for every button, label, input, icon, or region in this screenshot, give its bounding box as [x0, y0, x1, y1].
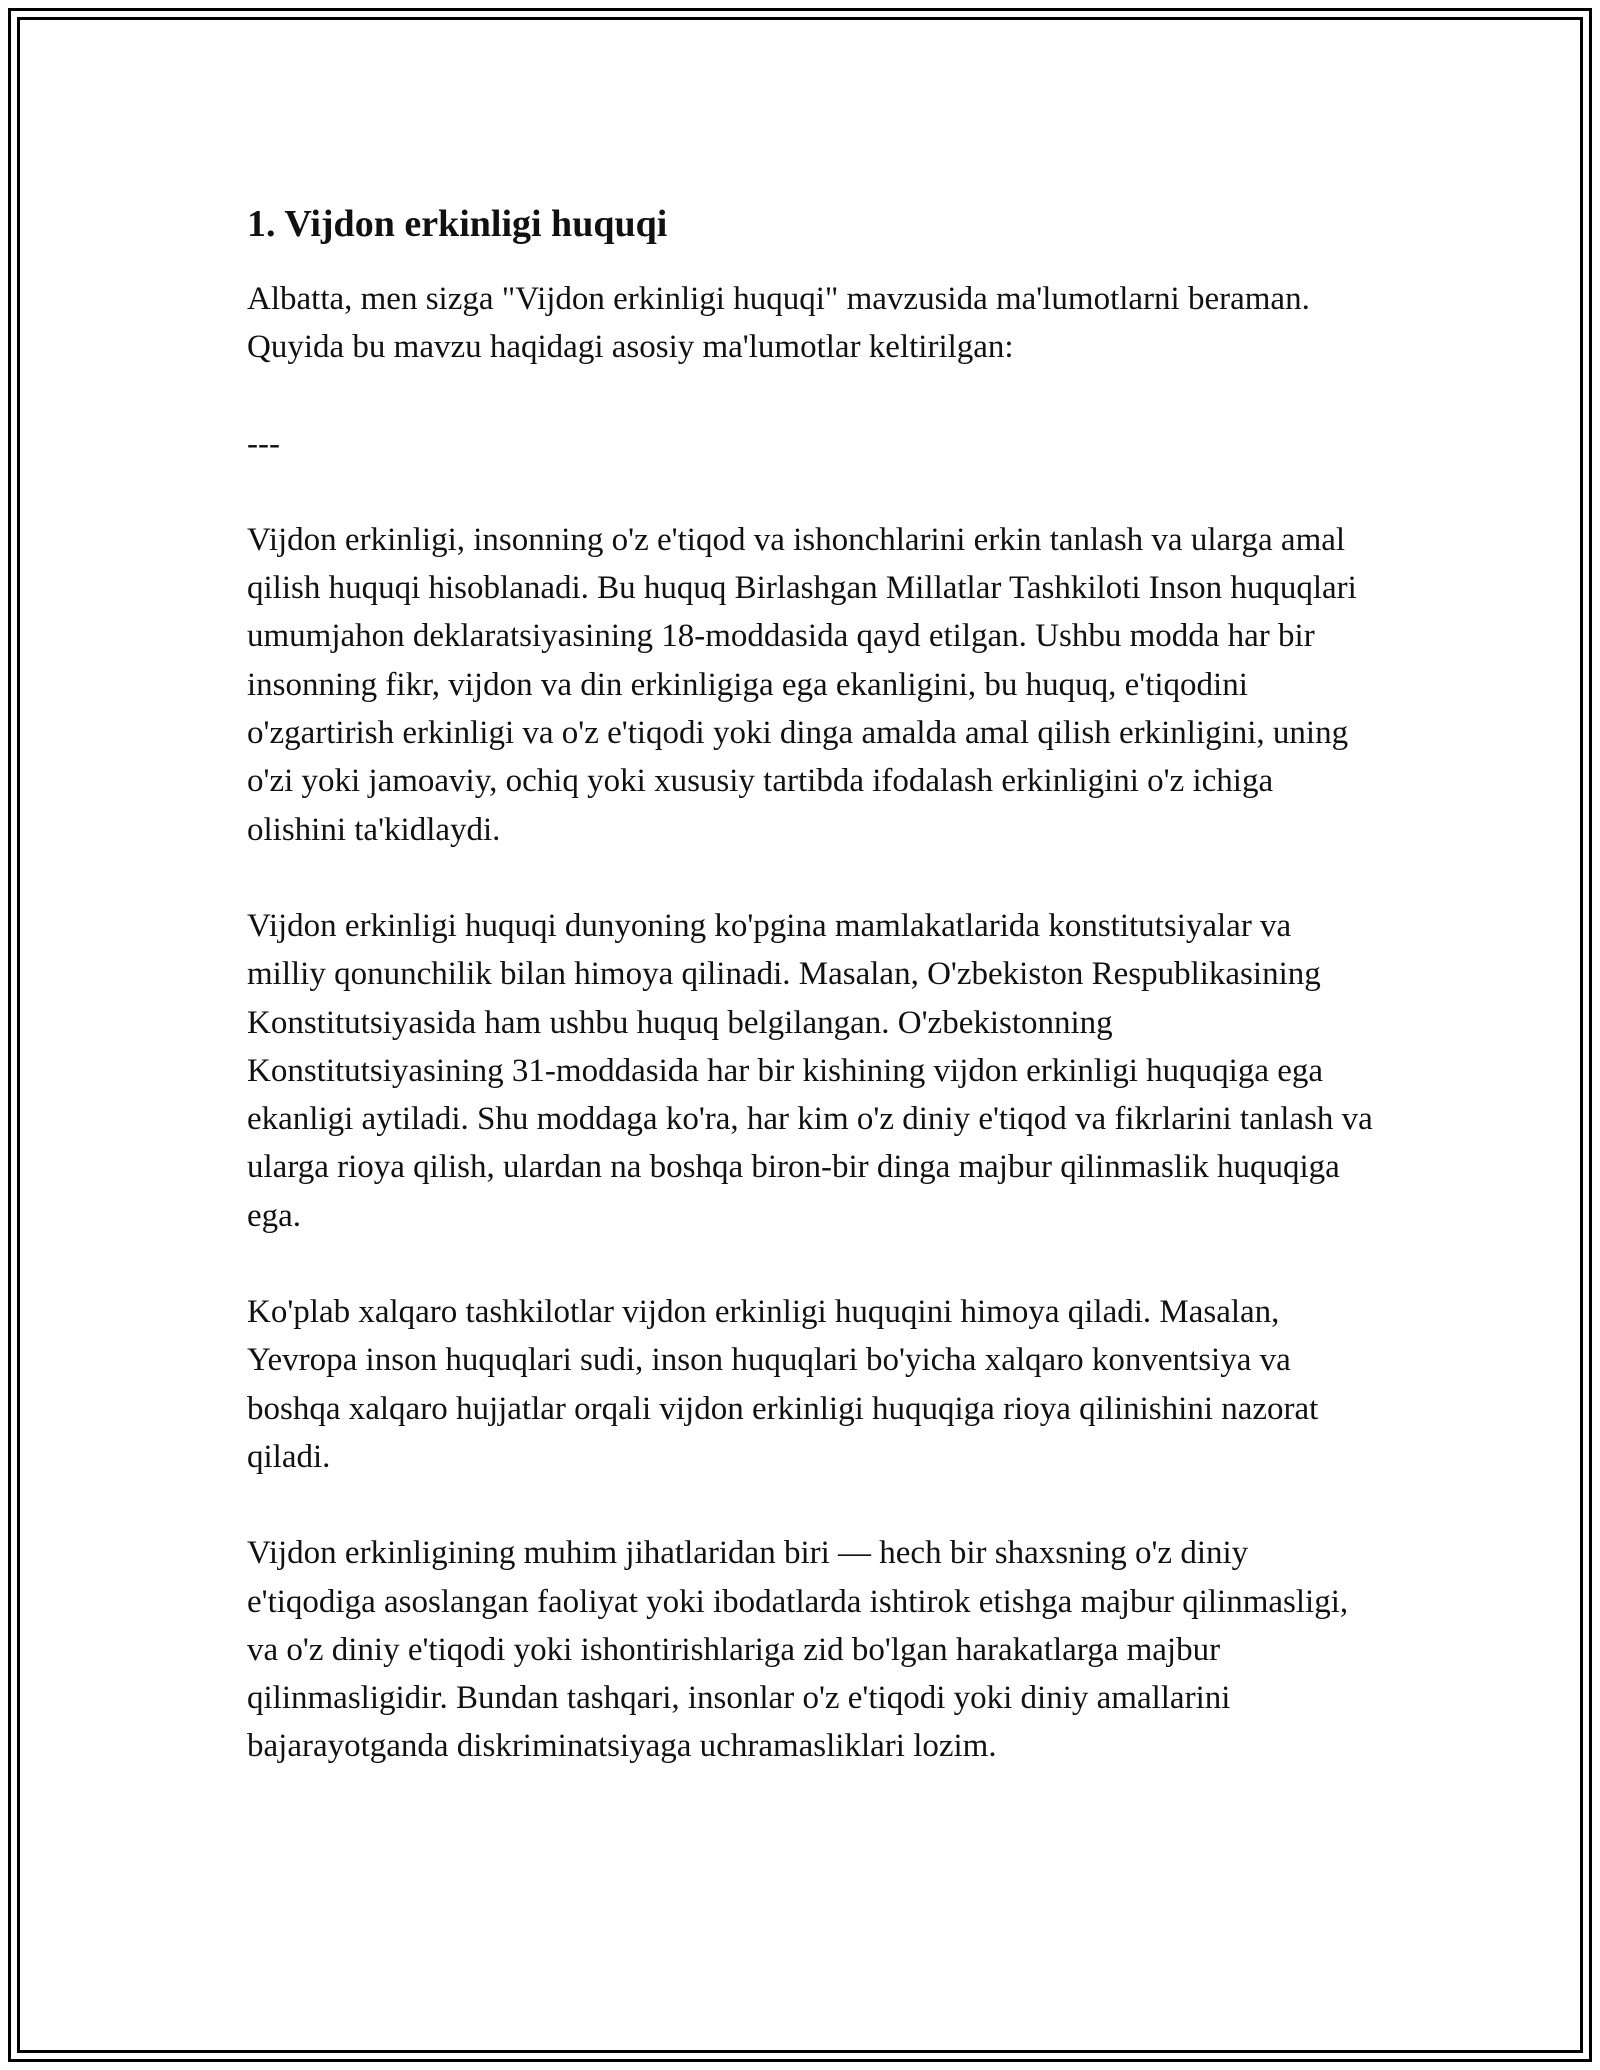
body-paragraph-4: Vijdon erkinligining muhim jihatlaridan biri — hech bir shaxsning o'z diniy e'tiqodiga asoslangan faoliyat yoki ibodatlarda ishtirok etishga majbur qilinmasligi, va o'z diniy e'tiqodi yoki ishontirishlariga zid bo'lgan harakatlarga majbur qilinmasligidir. Bundan tashqari, insonlar o'z e'tiqodi yoki diniy amallarini bajarayotganda diskriminatsiyaga uchramasliklari lozim.	[247, 1535, 1349, 1765]
body-paragraph-1: Vijdon erkinligi, insonning o'z e'tiqod va ishonchlarini erkin tanlash va ularga amal qilish huquqi hisoblanadi. Bu huquq Birlashgan Millatlar Tashkiloti Inson huquqlari umumjahon deklaratsiyasining 18-moddasida qayd etilgan. Ushbu modda har bir insonning fikr, vijdon va din erkinligiga ega ekanligini, bu huquq, e'tiqodini o'zgartirish erkinligi va o'z e'tiqodi yoki dinga amalda amal qilish erkinligini, uning o'zi yoki jamoaviy, ochiq yoki xususiy tartibda ifodalash erkinligini o'z ichiga olishini ta'kidlaydi.	[247, 521, 1357, 848]
document-heading: 1. Vijdon erkinligi huquqi	[247, 203, 668, 245]
document-body	[247, 201, 1377, 1819]
separator-line: ---	[247, 425, 280, 462]
page-frame	[8, 8, 1592, 2062]
intro-paragraph: Albatta, men sizga "Vijdon erkinligi huquqi" mavzusida ma'lumotlarni beraman. Quyida bu mavzu haqidagi asosiy ma'lumotlar keltirilgan:	[247, 281, 1310, 366]
body-paragraph-3: Ko'plab xalqaro tashkilotlar vijdon erkinligi huquqini himoya qiladi. Masalan, Yevropa inson huquqlari sudi, inson huquqlari bo'yicha xalqaro konventsiya va boshqa xalqaro hujjatlar orqali vijdon erkinligi huquqiga rioya qilinishini nazorat qiladi.	[247, 1294, 1319, 1475]
body-paragraph-2: Vijdon erkinligi huquqi dunyoning ko'pgina mamlakatlarida konstitutsiyalar va milliy qonunchilik bilan himoya qilinadi. Masalan, O'zbekiston Respublikasining Konstitutsiyasida ham ushbu huquq belgilangan. O'zbekistonning Konstitutsiyasining 31-moddasida har bir kishining vijdon erkinligi huquqiga ega ekanligi aytiladi. Shu moddaga ko'ra, har kim o'z diniy e'tiqod va fikrlarini tanlash va ularga rioya qilish, ulardan na boshqa biron-bir dinga majbur qilinmaslik huquqiga ega.	[247, 907, 1373, 1234]
